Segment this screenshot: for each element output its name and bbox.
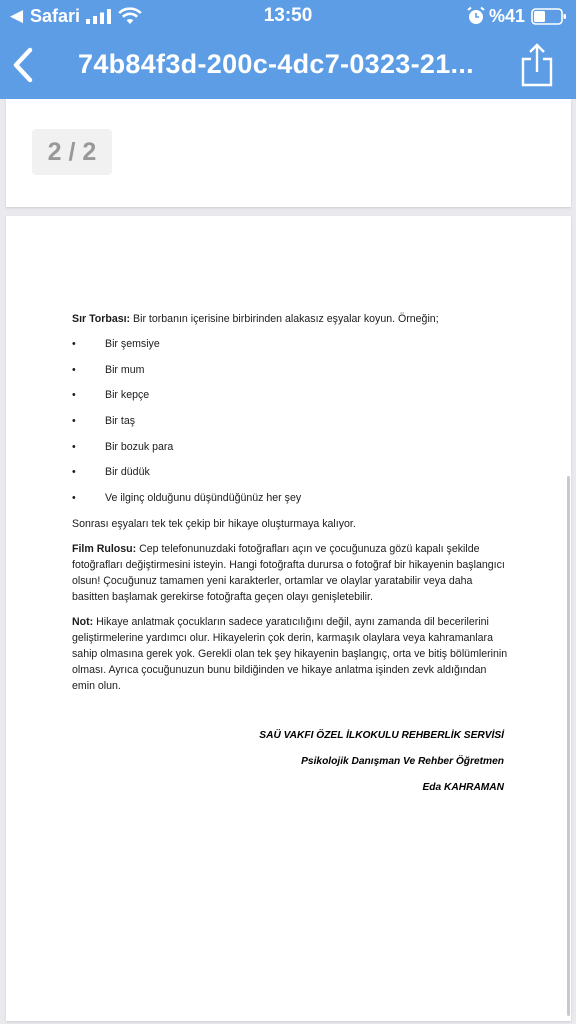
film-label: Film Rulosu: [72, 542, 137, 555]
document-body [72, 311, 512, 694]
intro-label: Sır Torbası: [72, 313, 131, 325]
note-text: Hikaye anlatmak çocukların sadece yaratıcılığını değil, aynı zamanda dil becerilerini geliştirmelerine yardımcı olur. Hikayelerin çok derin, karmaşık olaylara veya kahramanlara sahip olmasına gerek yok. Gerekli olan tek şey hikayenin başlangıç, orta ve bitiş bölümlerinin olması. Ayrıca çocuğunuzun bunu bildiğinden ve hikaye anlatma işinden zevk aldığından emin olun. [72, 615, 508, 692]
bullet: • [72, 466, 76, 479]
list-item-text: Ve ilginç olduğunu düşündüğünüz her şey [105, 492, 302, 505]
navigation-bar [0, 0, 576, 99]
list-item [72, 439, 512, 455]
film-text: Cep telefonunuzdaki fotoğrafları açın ve çocuğunuza gözü kapalı şekilde fotoğrafları değiştirmesini isteyin. Hangi fotoğrafta durursa o fotoğraf bir hikayenin başlangıcı olsun! Çocuğunuz tamamen yeni karakterler, ortamlar ve olaylar yaratabilir veya daha basitten başlamak gerekirse fotoğrafta geçen olayı genişletebilir. [72, 542, 505, 603]
status-time: 13:50 [263, 5, 313, 26]
list-item-text: Bir şemsiye [105, 338, 160, 350]
signature-name: Eda KAHRAMAN [422, 782, 504, 793]
intro-paragraph [72, 311, 512, 327]
signature-role: Psikolojik Danışman Ve Rehber Öğretmen [301, 756, 504, 767]
list-item [72, 413, 512, 429]
list-item-text: Bir mum [105, 363, 145, 376]
list-item [72, 387, 512, 403]
list-item [72, 336, 512, 352]
list-item-text: Bir bozuk para [105, 440, 174, 453]
note-label: Not: [72, 615, 94, 628]
back-to-app-icon[interactable]: ◀ [10, 6, 24, 25]
note-paragraph [72, 614, 512, 694]
intro-text: Bir torbanın içerisine birbirinden alakasız eşyalar koyun. Örneğin; [130, 313, 439, 325]
status-back-app-label[interactable]: Safari [30, 6, 81, 26]
signature-school: SAÜ VAKFI ÖZEL İLKOKULU REHBERLİK SERVİSİ [259, 730, 504, 741]
bullet: • [72, 415, 76, 428]
list-item [72, 490, 512, 506]
list-item [72, 464, 512, 480]
after-list-paragraph: Sonrası eşyaları tek tek çekip bir hikaye oluşturmaya kalıyor. [72, 517, 356, 530]
bullet: • [72, 492, 76, 505]
back-chevron-icon[interactable] [8, 44, 40, 86]
bullet: • [72, 389, 76, 402]
list-item-text: Bir düdük [105, 466, 150, 479]
bullet: • [72, 338, 76, 350]
document-title: 74b84f3d-200c-4dc7-0323-21... [78, 49, 474, 79]
share-icon[interactable] [518, 42, 556, 88]
item-list [72, 336, 512, 506]
status-bar [0, 0, 576, 34]
list-item [72, 362, 512, 378]
battery-percent: %41 [489, 6, 526, 26]
film-paragraph [72, 541, 512, 605]
bullet: • [72, 363, 76, 376]
bullet: • [72, 440, 76, 453]
battery-icon [531, 8, 567, 25]
scrollbar[interactable] [567, 476, 570, 1016]
page-indicator: 2 / 2 [32, 129, 112, 175]
list-item-text: Bir taş [105, 415, 136, 428]
list-item-text: Bir kepçe [105, 389, 150, 402]
alarm-icon [466, 6, 486, 26]
